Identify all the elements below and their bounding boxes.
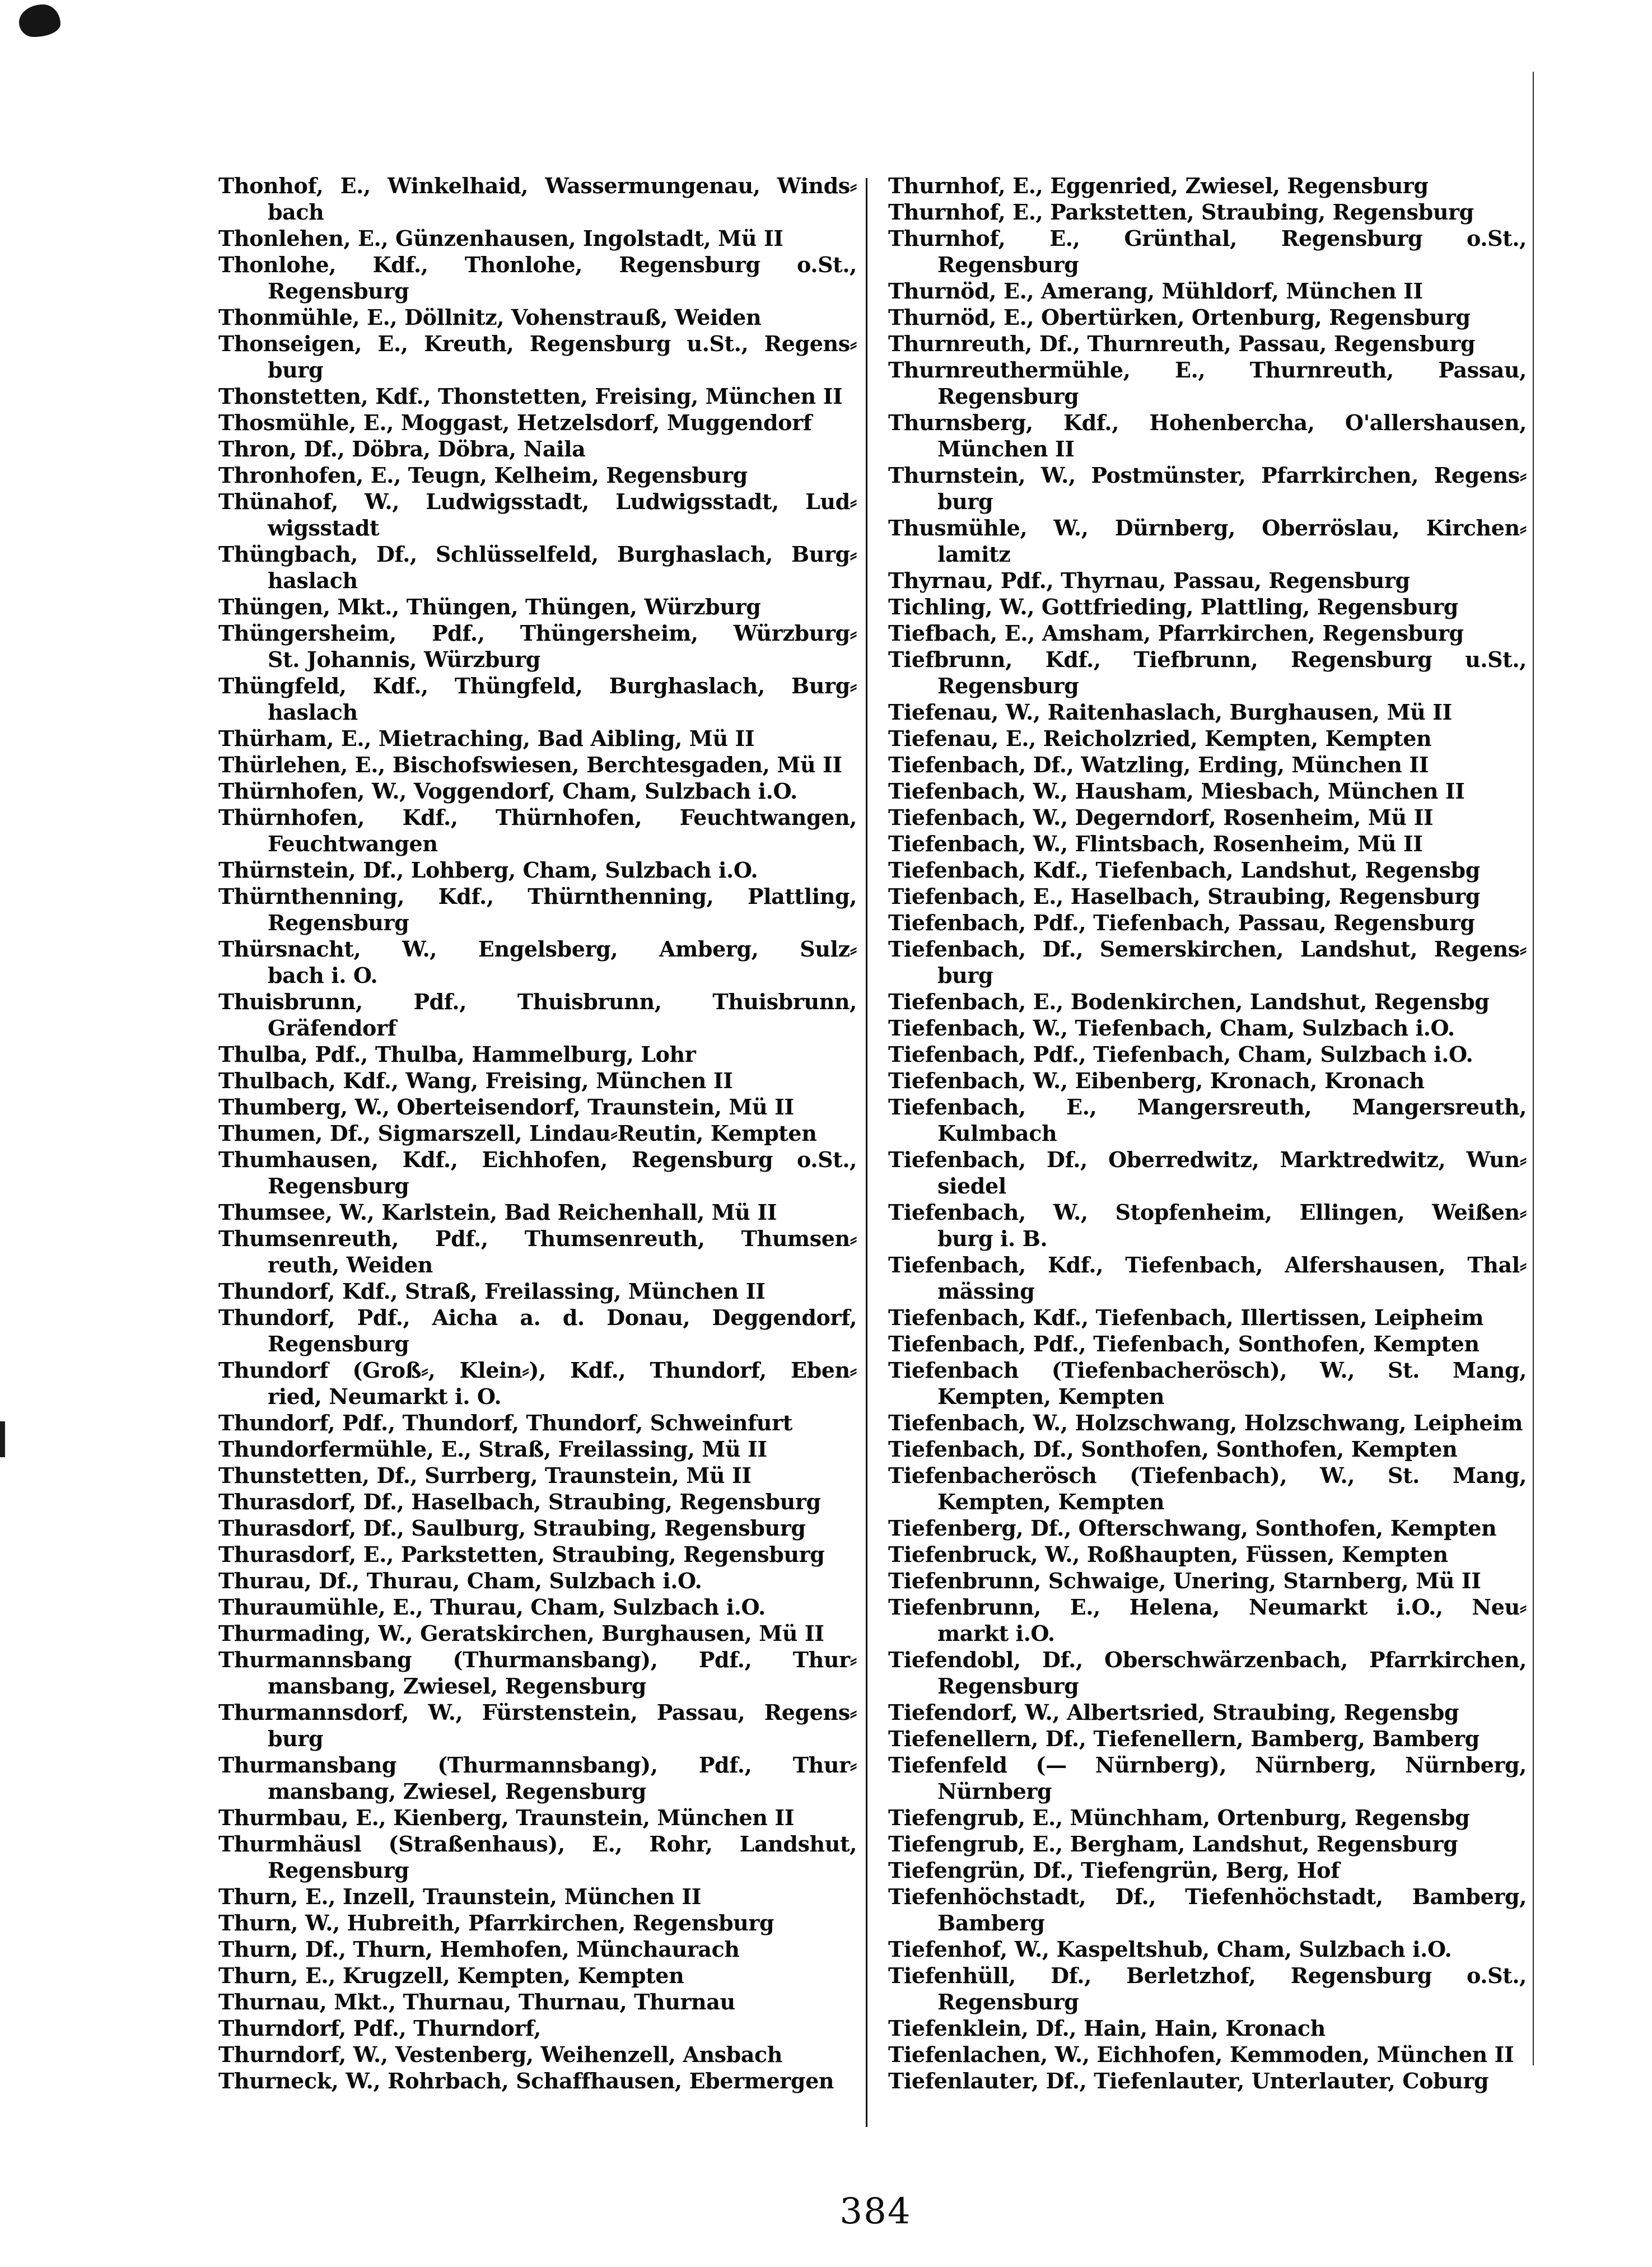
gazetteer-entry [888, 909, 1527, 936]
gazetteer-entry [218, 409, 857, 436]
entry-line: Thüngersheim, Pdf., Thüngersheim, Würzburg⸗ [218, 621, 857, 646]
entry-line: Tiefenbach, Kdf., Tiefenbach, Illertissen, Leipheim [888, 1305, 1484, 1330]
entry-line: Thurn, E., Krugzell, Kempten, Kempten [218, 1963, 684, 1988]
gazetteer-entry [888, 199, 1527, 225]
entry-line: Thurmading, W., Geratskirchen, Burghausen, Mü II [218, 1621, 824, 1646]
gazetteer-entry [218, 1962, 857, 1989]
gazetteer-entry [888, 620, 1527, 646]
entry-line: Tiefenbach, W., Tiefenbach, Cham, Sulzbach i.O. [888, 1015, 1455, 1041]
gazetteer-entry [218, 1594, 857, 1620]
gazetteer-entry [888, 1331, 1527, 1357]
entry-line: Thünahof, W., Ludwigsstadt, Ludwigsstadt, Lud⸗ [218, 489, 857, 514]
entry-line: Thron, Df., Döbra, Döbra, Naila [218, 436, 586, 461]
entry-line: Thürnhofen, Kdf., Thürnhofen, Feuchtwangen, [218, 805, 857, 830]
gazetteer-entry [888, 1515, 1527, 1541]
entry-line: Thurasdorf, E., Parkstetten, Straubing, Regensburg [218, 1542, 825, 1567]
entry-line: Thonhof, E., Winkelhaid, Wassermungenau, Winds⸗ [218, 173, 857, 198]
entry-line: Thurndorf, W., Vestenberg, Weihenzell, Ansbach [218, 2042, 783, 2067]
entry-line: Thurnstein, W., Postmünster, Pfarrkirchen, Regens⸗ [888, 463, 1527, 488]
gazetteer-entry [888, 1436, 1527, 1462]
entry-line: Tiefenau, E., Reicholzried, Kempten, Kempten [888, 726, 1432, 751]
entry-line: Thumsee, W., Karlstein, Bad Reichenhall, Mü II [218, 1200, 777, 1225]
entry-line: Tiefengrün, Df., Tiefengrün, Berg, Hof [888, 1858, 1340, 1883]
entry-line: Thurasdorf, Df., Saulburg, Straubing, Regensburg [218, 1515, 806, 1541]
gazetteer-entry [888, 1146, 1527, 1199]
entry-line: siedel [937, 1173, 1006, 1198]
entry-line: Thuisbrunn, Pdf., Thuisbrunn, Thuisbrunn, [218, 989, 857, 1014]
entry-line: Tiefenbach, Kdf., Tiefenbach, Landshut, Regensbg [888, 857, 1480, 883]
gazetteer-entry [218, 251, 857, 304]
gazetteer-entry [888, 567, 1527, 594]
entry-line: Tiefenbach, W., Holzschwang, Holzschwang, Leipheim [888, 1410, 1523, 1435]
entry-line: Thusmühle, W., Dürnberg, Oberröslau, Kirchen⸗ [888, 515, 1527, 540]
entry-line: Nürnberg [937, 1779, 1052, 1804]
entry-line: Thürham, E., Mietraching, Bad Aibling, Mü II [218, 726, 755, 751]
gazetteer-entry [888, 1857, 1527, 1883]
gazetteer-entry [218, 1489, 857, 1515]
gazetteer-entry [888, 1699, 1527, 1725]
entry-line: Tiefenbrunn, Schwaige, Unering, Starnberg, Mü II [888, 1568, 1481, 1593]
column-divider-rule [866, 178, 867, 2127]
gazetteer-entry [218, 488, 857, 541]
entry-line: Thyrnau, Pdf., Thyrnau, Passau, Regensburg [888, 568, 1410, 593]
entry-line: Regensburg [937, 1989, 1079, 2014]
entry-line: Tiefenau, W., Raitenhaslach, Burghausen, Mü II [888, 699, 1452, 725]
entry-line: Tiefenbach, Df., Watzling, Erding, München II [888, 752, 1429, 777]
gazetteer-entry [888, 1752, 1527, 1804]
entry-line: Tiefenbach, E., Mangersreuth, Mangersreuth, [888, 1094, 1527, 1119]
entry-line: ried, Neumarkt i. O. [268, 1384, 502, 1409]
entry-line: markt i.O. [937, 1621, 1055, 1646]
entry-line: bach i. O. [268, 963, 378, 988]
gazetteer-entry [888, 1725, 1527, 1752]
entry-line: Regensburg [937, 1673, 1079, 1699]
entry-line: wigsstadt [268, 515, 380, 540]
gazetteer-entry [888, 1304, 1527, 1331]
gazetteer-entry [888, 515, 1527, 567]
entry-line: Tiefenbruck, W., Roßhaupten, Füssen, Kempten [888, 1542, 1448, 1567]
gazetteer-entry [218, 1752, 857, 1804]
gazetteer-entry [888, 804, 1527, 831]
entry-line: Thuraumühle, E., Thurau, Cham, Sulzbach i.O. [218, 1594, 766, 1620]
gazetteer-entry [888, 831, 1527, 857]
entry-line: Kempten, Kempten [937, 1489, 1165, 1514]
entry-line: mansbang, Zwiesel, Regensburg [268, 1779, 646, 1804]
gazetteer-entry [888, 752, 1527, 778]
entry-line: Thürlehen, E., Bischofswiesen, Berchtesgaden, Mü II [218, 752, 842, 777]
entry-line: Thürnstein, Df., Lohberg, Cham, Sulzbach i.O. [218, 857, 758, 883]
gazetteer-entry [888, 1804, 1527, 1831]
entry-line: Tiefenbach, Df., Semerskirchen, Landshut, Regens⸗ [888, 936, 1527, 962]
gazetteer-entry [218, 1804, 857, 1831]
entry-line: haslach [268, 699, 358, 725]
gazetteer-entry [218, 383, 857, 409]
gazetteer-entry [888, 857, 1527, 883]
gazetteer-entry [218, 1199, 857, 1225]
entry-line: Thurnreuthermühle, E., Thurnreuth, Passau, [888, 357, 1527, 383]
entry-line: Thurnhof, E., Eggenried, Zwiesel, Regensburg [888, 173, 1429, 198]
gazetteer-entry [888, 304, 1527, 330]
entry-line: haslach [268, 568, 358, 593]
entry-line: Thumhausen, Kdf., Eichhofen, Regensburg o.St., [218, 1147, 857, 1172]
gazetteer-entry [888, 1568, 1527, 1594]
entry-line: Thundorfermühle, E., Straß, Freilassing, Mü II [218, 1436, 767, 1462]
gazetteer-entry [888, 1594, 1527, 1646]
gazetteer-entry [888, 278, 1527, 304]
gazetteer-entry [888, 883, 1527, 909]
gazetteer-entry [218, 1620, 857, 1646]
text-column-right [888, 172, 1527, 2094]
gazetteer-entry [888, 1094, 1527, 1146]
gazetteer-entry [218, 620, 857, 673]
entry-line: Thurmhäusl (Straßenhaus), E., Rohr, Landshut, [218, 1831, 857, 1856]
entry-line: Thonlohe, Kdf., Thonlohe, Regensburg o.St., [218, 252, 857, 277]
entry-line: Thurmansbang (Thurmannsbang), Pdf., Thur⸗ [218, 1752, 857, 1778]
gazetteer-entry [218, 1357, 857, 1410]
entry-line: mansbang, Zwiesel, Regensburg [268, 1673, 646, 1699]
entry-line: Thürnthenning, Kdf., Thürnthenning, Plattling, [218, 884, 857, 909]
entry-line: Thosmühle, E., Moggast, Hetzelsdorf, Muggendorf [218, 410, 812, 435]
entry-line: Tiefengrub, E., Münchham, Ortenburg, Regensbg [888, 1805, 1470, 1830]
entry-line: Thundorf, Kdf., Straß, Freilassing, München II [218, 1279, 766, 1304]
gazetteer-entry [888, 2041, 1527, 2068]
entry-line: burg [268, 357, 324, 383]
entry-line: Tiefbrunn, Kdf., Tiefbrunn, Regensburg u.St., [888, 647, 1527, 672]
gazetteer-entry [218, 1910, 857, 1936]
page-margin-rule [1533, 72, 1534, 2065]
entry-line: Thurnau, Mkt., Thurnau, Thurnau, Thurnau [218, 1989, 735, 2014]
gazetteer-entry [888, 725, 1527, 752]
gazetteer-entry [218, 883, 857, 936]
entry-line: Tiefenbach (Tiefenbacherösch), W., St. Mang, [888, 1358, 1527, 1383]
entry-line: Tiefenberg, Df., Ofterschwang, Sonthofen, Kempten [888, 1515, 1497, 1541]
gazetteer-entry [888, 778, 1527, 804]
gazetteer-entry [218, 1936, 857, 1962]
entry-line: Thurn, W., Hubreith, Pfarrkirchen, Regensburg [218, 1910, 774, 1935]
entry-line: Tiefenhüll, Df., Berletzhof, Regensburg o.St., [888, 1963, 1527, 1988]
entry-line: Thonlehen, E., Günzenhausen, Ingolstadt, Mü II [218, 226, 783, 251]
entry-line: Regensburg [268, 1858, 409, 1883]
entry-line: Bamberg [937, 1910, 1045, 1935]
entry-line: Thurasdorf, Df., Haselbach, Straubing, Regensburg [218, 1489, 821, 1514]
entry-line: Regensburg [268, 278, 409, 304]
gazetteer-entry [888, 1883, 1527, 1936]
gazetteer-entry [218, 1041, 857, 1067]
entry-line: Tiefbach, E., Amsham, Pfarrkirchen, Regensburg [888, 621, 1464, 646]
gazetteer-entry [218, 936, 857, 988]
entry-line: Thurau, Df., Thurau, Cham, Sulzbach i.O. [218, 1568, 702, 1593]
gazetteer-entry [888, 1462, 1527, 1515]
gazetteer-entry [888, 172, 1527, 199]
entry-line: Thronhofen, E., Teugn, Kelheim, Regensburg [218, 463, 748, 488]
gazetteer-entry [218, 1094, 857, 1120]
gazetteer-entry [218, 1568, 857, 1594]
scan-artifact-edge [0, 1421, 5, 1457]
entry-line: Thundorf (Groß⸗, Klein⸗), Kdf., Thundorf, Eben⸗ [218, 1358, 857, 1383]
gazetteer-entry [218, 225, 857, 251]
entry-line: Thürsnacht, W., Engelsberg, Amberg, Sulz⸗ [218, 936, 857, 962]
gazetteer-entry [888, 646, 1527, 699]
gazetteer-entry [218, 1067, 857, 1094]
entry-line: Thulba, Pdf., Thulba, Hammelburg, Lohr [218, 1042, 696, 1067]
entry-line: Kulmbach [937, 1121, 1057, 1146]
entry-line: Tiefenhof, W., Kaspeltshub, Cham, Sulzbach i.O. [888, 1937, 1452, 1962]
entry-line: burg [268, 1726, 324, 1751]
gazetteer-entry [888, 2015, 1527, 2041]
entry-line: Tiefenbach, Df., Sonthofen, Sonthofen, Kempten [888, 1436, 1458, 1462]
entry-line: Tiefenbach, Df., Oberredwitz, Marktredwitz, Wun⸗ [888, 1147, 1527, 1172]
entry-line: reuth, Weiden [268, 1252, 433, 1277]
entry-line: Thonmühle, E., Döllnitz, Vohenstrauß, Weiden [218, 305, 762, 330]
gazetteer-entry [888, 409, 1527, 462]
entry-line: Thurmannsbang (Thurmansbang), Pdf., Thur⸗ [218, 1647, 857, 1672]
entry-line: Tiefenbach, W., Degerndorf, Rosenheim, Mü II [888, 805, 1434, 830]
gazetteer-entry [888, 1962, 1527, 2015]
gazetteer-entry [888, 225, 1527, 278]
entry-line: Tiefendobl, Df., Oberschwärzenbach, Pfarrkirchen, [888, 1647, 1527, 1672]
gazetteer-entry [218, 594, 857, 620]
entry-line: Thumen, Df., Sigmarszell, Lindau⸗Reutin, Kempten [218, 1121, 817, 1146]
gazetteer-entry [888, 462, 1527, 515]
entry-line: Tiefenbach, W., Hausham, Miesbach, München II [888, 778, 1465, 804]
gazetteer-entry [888, 936, 1527, 988]
gazetteer-entry [888, 988, 1527, 1015]
gazetteer-entry [218, 1120, 857, 1146]
entry-line: Tiefenbach, Kdf., Tiefenbach, Alfershausen, Thal⸗ [888, 1252, 1527, 1277]
gazetteer-entry [218, 462, 857, 488]
entry-line: Tiefendorf, W., Albertsried, Straubing, Regensbg [888, 1700, 1459, 1725]
entry-line: Thonseigen, E., Kreuth, Regensburg u.St., Regens⸗ [218, 331, 857, 356]
gazetteer-entry [218, 1436, 857, 1462]
entry-line: burg [937, 963, 993, 988]
gazetteer-entry [218, 1989, 857, 2015]
scan-artifact-corner [19, 4, 60, 37]
entry-line: Tiefenbrunn, E., Helena, Neumarkt i.O., Neu⸗ [888, 1594, 1527, 1620]
entry-line: Gräfendorf [268, 1015, 396, 1041]
entry-line: Thumsenreuth, Pdf., Thumsenreuth, Thumsen⸗ [218, 1226, 857, 1251]
entry-line: Thurmbau, E., Kienberg, Traunstein, München II [218, 1805, 795, 1830]
page-number: 384 [839, 2191, 912, 2232]
gazetteer-entry [218, 1146, 857, 1199]
entry-line: Tiefenellern, Df., Tiefenellern, Bamberg, Bamberg [888, 1726, 1480, 1751]
gazetteer-entry [888, 594, 1527, 620]
entry-line: Thundorf, Pdf., Aicha a. d. Donau, Deggendorf, [218, 1305, 857, 1330]
gazetteer-entry [218, 1699, 857, 1752]
gazetteer-entry [218, 1225, 857, 1278]
gazetteer-entry [888, 1252, 1527, 1304]
entry-line: Regensburg [937, 673, 1079, 698]
entry-line: Tiefenbach, Pdf., Tiefenbach, Sonthofen, Kempten [888, 1331, 1480, 1356]
entry-line: Tiefenbach, Pdf., Tiefenbach, Passau, Regensburg [888, 910, 1475, 935]
entry-line: Thundorf, Pdf., Thundorf, Thundorf, Schweinfurt [218, 1410, 792, 1435]
gazetteer-entry [218, 1831, 857, 1883]
gazetteer-entry [218, 541, 857, 594]
entry-line: Tiefenbacherösch (Tiefenbach), W., St. Mang, [888, 1463, 1527, 1488]
entry-line: Tiefenbach, W., Eibenberg, Kronach, Kronach [888, 1068, 1425, 1093]
entry-line: Tiefenbach, E., Haselbach, Straubing, Regensburg [888, 884, 1481, 909]
gazetteer-entry [218, 778, 857, 804]
gazetteer-entry [888, 1410, 1527, 1436]
gazetteer-entry [888, 1936, 1527, 1962]
entry-line: bach [268, 199, 324, 225]
gazetteer-entry [218, 857, 857, 883]
gazetteer-entry [888, 1646, 1527, 1699]
entry-line: Thulbach, Kdf., Wang, Freising, München II [218, 1068, 733, 1093]
entry-line: Tiefenklein, Df., Hain, Hain, Kronach [888, 2016, 1326, 2041]
entry-line: Regensburg [268, 910, 409, 935]
entry-line: Thurn, Df., Thurn, Hemhofen, Münchaurach [218, 1937, 740, 1962]
entry-line: Thurnreuth, Df., Thurnreuth, Passau, Regensburg [888, 331, 1476, 356]
entry-line: Tichling, W., Gottfrieding, Plattling, Regensburg [888, 594, 1458, 619]
entry-line: Thumberg, W., Oberteisendorf, Traunstein, Mü II [218, 1094, 794, 1119]
entry-line: Thurmannsdorf, W., Fürstenstein, Passau, Regens⸗ [218, 1700, 857, 1725]
entry-line: lamitz [937, 542, 1011, 567]
gazetteer-entry [218, 2015, 857, 2041]
gazetteer-entry [218, 1410, 857, 1436]
gazetteer-entry [218, 1541, 857, 1568]
gazetteer-entry [218, 1646, 857, 1699]
gazetteer-entry [218, 752, 857, 778]
gazetteer-entry [218, 1462, 857, 1489]
entry-line: Thurndorf, Pdf., Thurndorf, [218, 2016, 541, 2041]
entry-line: Regensburg [268, 1173, 409, 1198]
gazetteer-entry [888, 1067, 1527, 1094]
entry-line: Tiefenlachen, W., Eichhofen, Kemmoden, München II [888, 2042, 1514, 2067]
entry-line: Thurneck, W., Rohrbach, Schaffhausen, Ebermergen [218, 2068, 834, 2093]
gazetteer-entry [218, 330, 857, 383]
gazetteer-entry [218, 725, 857, 752]
entry-line: St. Johannis, Würzburg [268, 647, 540, 672]
entry-line: Feuchtwangen [268, 831, 438, 856]
entry-line: Thurnöd, E., Obertürken, Ortenburg, Regensburg [888, 305, 1471, 330]
gazetteer-entry [888, 330, 1527, 357]
entry-line: Regensburg [937, 384, 1079, 409]
entry-line: burg i. B. [937, 1226, 1048, 1251]
entry-line: Thüngen, Mkt., Thüngen, Thüngen, Würzburg [218, 594, 761, 619]
gazetteer-entry [888, 1041, 1527, 1067]
entry-line: Thonstetten, Kdf., Thonstetten, Freising, München II [218, 384, 843, 409]
gazetteer-entry [888, 699, 1527, 725]
gazetteer-entry [888, 1199, 1527, 1252]
entry-line: Tiefenhöchstadt, Df., Tiefenhöchstadt, Bamberg, [888, 1884, 1527, 1909]
entry-line: Regensburg [937, 252, 1079, 277]
entry-line: München II [937, 436, 1075, 461]
gazetteer-entry [218, 1304, 857, 1357]
entry-line: Thurnhof, E., Parkstetten, Straubing, Regensburg [888, 199, 1474, 225]
gazetteer-entry [218, 804, 857, 857]
gazetteer-entry [218, 673, 857, 725]
entry-line: Thüngbach, Df., Schlüsselfeld, Burghaslach, Burg⸗ [218, 542, 857, 567]
entry-line: Regensburg [268, 1331, 409, 1356]
entry-line: Thüngfeld, Kdf., Thüngfeld, Burghaslach, Burg⸗ [218, 673, 857, 698]
gazetteer-entry [888, 1015, 1527, 1041]
entry-line: Tiefengrub, E., Bergham, Landshut, Regensburg [888, 1831, 1458, 1856]
gazetteer-entry [218, 2041, 857, 2068]
entry-line: Thunstetten, Df., Surrberg, Traunstein, Mü II [218, 1463, 752, 1488]
gazetteer-entry [218, 1883, 857, 1910]
entry-line: Tiefenfeld (— Nürnberg), Nürnberg, Nürnberg, [888, 1752, 1527, 1778]
entry-line: Thurnhof, E., Grünthal, Regensburg o.St., [888, 226, 1527, 251]
entry-line: burg [937, 489, 993, 514]
entry-line: Tiefenlauter, Df., Tiefenlauter, Unterlauter, Coburg [888, 2068, 1489, 2093]
entry-line: Thürnhofen, W., Voggendorf, Cham, Sulzbach i.O. [218, 778, 797, 804]
entry-line: Tiefenbach, W., Flintsbach, Rosenheim, Mü II [888, 831, 1423, 856]
gazetteer-entry [888, 1357, 1527, 1410]
entry-line: Kempten, Kempten [937, 1384, 1165, 1409]
gazetteer-entry [888, 357, 1527, 409]
entry-line: Tiefenbach, E., Bodenkirchen, Landshut, Regensbg [888, 989, 1490, 1014]
entry-line: Tiefenbach, W., Stopfenheim, Ellingen, Weißen⸗ [888, 1200, 1527, 1225]
gazetteer-entry [218, 2068, 857, 2094]
entry-line: Thurn, E., Inzell, Traunstein, München II [218, 1884, 702, 1909]
text-column-left [218, 172, 857, 2094]
gazetteer-entry [888, 2068, 1527, 2094]
entry-line: Thurnsberg, Kdf., Hohenbercha, O'allershausen, [888, 410, 1527, 435]
gazetteer-entry [218, 988, 857, 1041]
entry-line: mässing [937, 1279, 1035, 1304]
gazetteer-entry [888, 1541, 1527, 1568]
gazetteer-entry [218, 436, 857, 462]
gazetteer-entry [218, 304, 857, 330]
gazetteer-entry [218, 172, 857, 225]
gazetteer-entry [888, 1831, 1527, 1857]
entry-line: Thurnöd, E., Amerang, Mühldorf, München II [888, 278, 1423, 304]
gazetteer-entry [218, 1515, 857, 1541]
gazetteer-entry [218, 1278, 857, 1304]
entry-line: Tiefenbach, Pdf., Tiefenbach, Cham, Sulzbach i.O. [888, 1042, 1473, 1067]
